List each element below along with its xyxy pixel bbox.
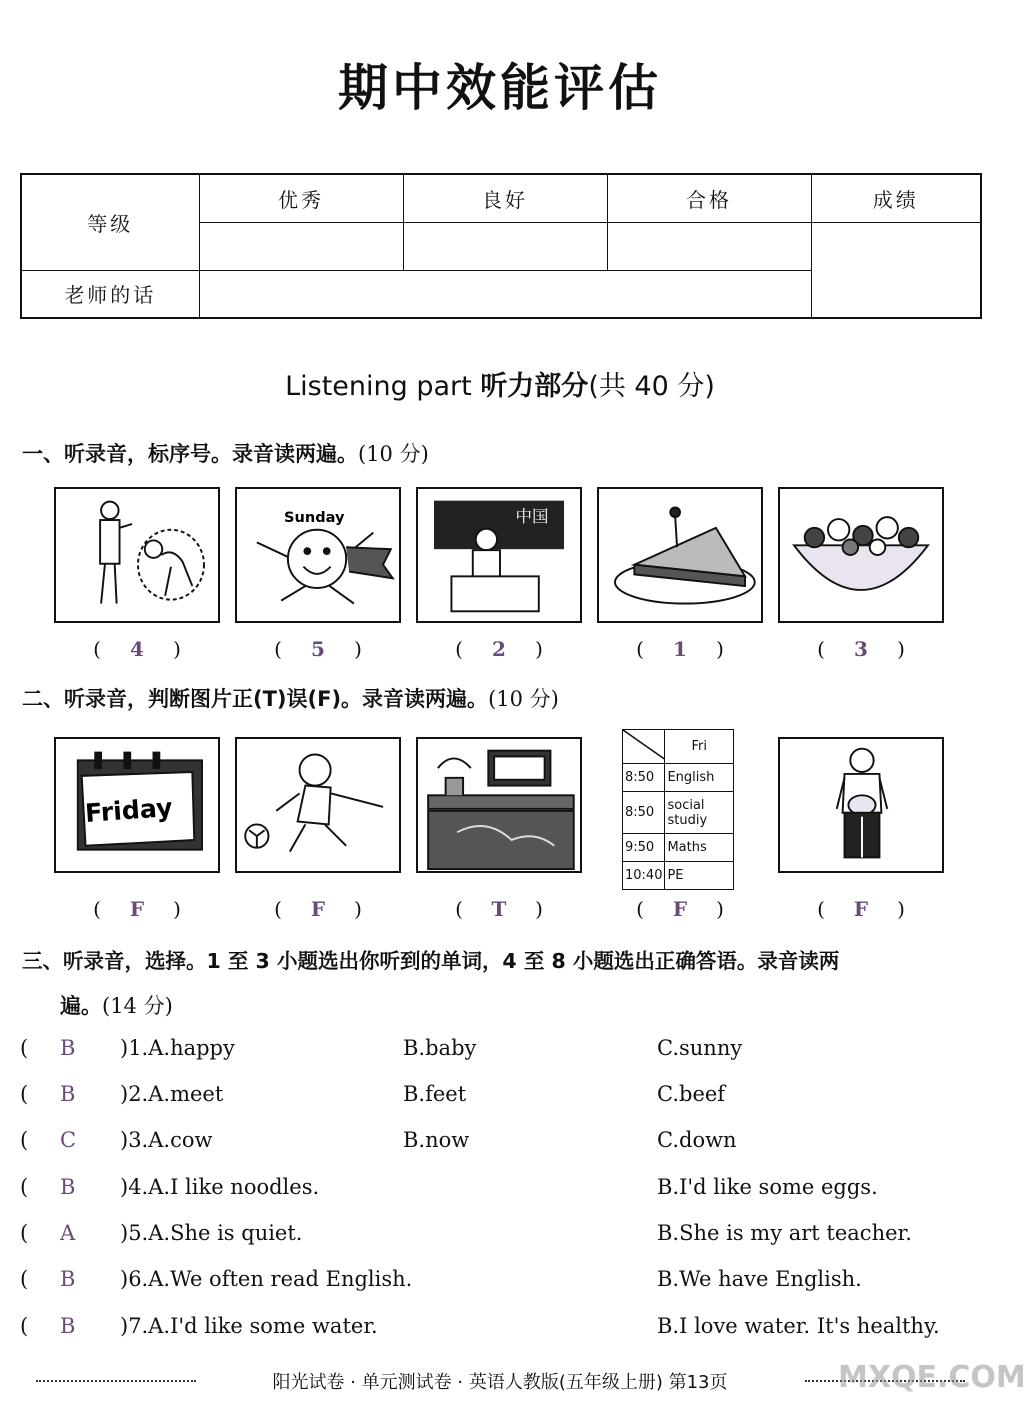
open-paren: (: [20, 1221, 29, 1245]
section1-heading: [22, 438, 429, 468]
listening-header: [0, 364, 1000, 403]
listening-header-cn: 听力部分: [480, 371, 589, 402]
answer-value: 3: [854, 637, 868, 661]
option-a: )7.A.I'd like some water.: [120, 1314, 378, 1338]
grade-table: [20, 173, 982, 319]
picture-china-class: [416, 487, 582, 623]
sandwich-illustration: [599, 489, 761, 621]
open-paren: (: [20, 1175, 29, 1199]
answer-1-5: ( 3 ): [817, 637, 905, 661]
section2-score: (10 分): [488, 687, 559, 711]
friday-text: Friday: [84, 792, 174, 828]
answer-2-2: ( F ): [274, 897, 362, 921]
schedule-header: Fri: [665, 730, 734, 764]
option-b: B.We have English.: [657, 1267, 862, 1291]
option-a: )6.A.We often read English.: [120, 1267, 413, 1291]
answer-value: F: [672, 897, 688, 921]
answer-letter: B: [60, 1036, 76, 1060]
answer-value: 2: [492, 637, 506, 661]
grade-label: 等级: [21, 174, 199, 270]
sunday-illustration: [237, 489, 399, 621]
picture-sandwich: [597, 487, 763, 623]
boy-football-illustration: [237, 739, 399, 871]
section1-heading-text: 一、听录音，标序号。录音读两遍。: [22, 442, 358, 466]
answer-value: F: [310, 897, 326, 921]
option-b: B.baby: [403, 1036, 477, 1060]
section3-heading: [22, 944, 839, 974]
grade-pass: 合格: [607, 174, 811, 222]
schedule-corner: [623, 730, 665, 764]
picture-boy-football: [235, 737, 401, 873]
salad-illustration: [780, 489, 942, 621]
answer-1-3: ( 2 ): [455, 637, 543, 661]
answer-value: F: [129, 897, 145, 921]
grade-excellent: 优秀: [199, 174, 403, 222]
answer-letter: A: [60, 1221, 76, 1245]
schedule-table: [622, 729, 734, 890]
answer-1-1: ( 4 ): [93, 637, 181, 661]
option-a: )2.A.meet: [120, 1082, 224, 1106]
answer-2-1: ( F ): [93, 897, 181, 921]
open-paren: (: [20, 1267, 29, 1291]
schedule-subject: social studiy: [665, 792, 734, 834]
open-paren: (: [20, 1128, 29, 1152]
answer-value: 5: [311, 637, 325, 661]
page-footer: 阳光试卷 · 单元测试卷 · 英语人教版(五年级上册) 第13页: [272, 1372, 728, 1393]
option-c: C.down: [657, 1128, 737, 1152]
listening-header-score: (共 40 分): [588, 371, 715, 402]
option-c: C.sunny: [657, 1036, 743, 1060]
option-b: B.I'd like some eggs.: [657, 1175, 878, 1199]
option-b: B.She is my art teacher.: [657, 1221, 912, 1245]
answer-2-5: ( F ): [817, 897, 905, 921]
option-b: B.feet: [403, 1082, 467, 1106]
teacher-comment-cell[interactable]: [199, 270, 811, 318]
answer-letter: B: [60, 1267, 76, 1291]
china-sign-text: 中国: [515, 507, 549, 526]
section3-score: (14 分): [102, 994, 173, 1018]
option-a: )1.A.happy: [120, 1036, 235, 1060]
friday-calendar-illustration: [56, 739, 218, 871]
schedule-subject: English: [665, 764, 734, 792]
answer-letter: B: [60, 1082, 76, 1106]
open-paren: (: [20, 1082, 29, 1106]
listening-header-en: Listening part: [285, 371, 472, 402]
section3-heading-cont: [60, 990, 173, 1020]
man-standing-illustration: [780, 739, 942, 871]
option-b: B.now: [403, 1128, 470, 1152]
section2-heading: [22, 683, 559, 713]
answer-2-3: ( T ): [455, 897, 543, 921]
picture-sunday: [235, 487, 401, 623]
picture-teacher-student: [54, 487, 220, 623]
option-a: )4.A.I like noodles.: [120, 1175, 320, 1199]
room-illustration: [418, 739, 580, 871]
open-paren: (: [20, 1036, 29, 1060]
watermark: MXQE.COM: [838, 1360, 1026, 1395]
schedule-time: 8:50: [623, 792, 665, 834]
answer-2-4: ( F ): [636, 897, 724, 921]
picture-friday-calendar: [54, 737, 220, 873]
score-cell[interactable]: [811, 222, 981, 318]
option-b: B.I love water. It's healthy.: [657, 1314, 940, 1338]
sunday-text: Sunday: [284, 509, 345, 526]
section1-score: (10 分): [358, 442, 429, 466]
option-a: )5.A.She is quiet.: [120, 1221, 303, 1245]
schedule-subject: Maths: [665, 834, 734, 862]
answer-1-2: ( 5 ): [274, 637, 362, 661]
picture-salad: [778, 487, 944, 623]
schedule-diagonal: [623, 730, 664, 759]
grade-pass-cell[interactable]: [607, 222, 811, 270]
schedule-time: 8:50: [623, 764, 665, 792]
china-class-illustration: [418, 489, 580, 621]
picture-room: [416, 737, 582, 873]
grade-excellent-cell[interactable]: [199, 222, 403, 270]
grade-good-cell[interactable]: [403, 222, 607, 270]
option-c: C.beef: [657, 1082, 726, 1106]
answer-letter: B: [60, 1175, 76, 1199]
score-label: 成绩: [811, 174, 981, 222]
teacher-student-illustration: [56, 489, 218, 621]
schedule-subject: PE: [665, 862, 734, 890]
answer-letter: C: [60, 1128, 77, 1152]
answer-letter: B: [60, 1314, 76, 1338]
answer-1-4: ( 1 ): [636, 637, 724, 661]
section3-heading-line1: 三、听录音，选择。1 至 3 小题选出你听到的单词，4 至 8 小题选出正确答语。录音读两: [22, 949, 840, 973]
answer-value: F: [853, 897, 869, 921]
grade-good: 良好: [403, 174, 607, 222]
section3-heading-line2: 遍。: [60, 994, 102, 1018]
schedule-time: 10:40: [623, 862, 665, 890]
page-title: 期中效能评估: [338, 59, 662, 117]
answer-value: 1: [673, 637, 687, 661]
answer-value: 4: [130, 637, 144, 661]
option-a: )3.A.cow: [120, 1128, 213, 1152]
schedule-time: 9:50: [623, 834, 665, 862]
picture-man-standing: [778, 737, 944, 873]
teacher-comment-label: 老师的话: [21, 270, 199, 318]
answer-value: T: [491, 897, 507, 921]
section2-heading-text: 二、听录音，判断图片正(T)误(F)。录音读两遍。: [22, 687, 489, 711]
open-paren: (: [20, 1314, 29, 1338]
